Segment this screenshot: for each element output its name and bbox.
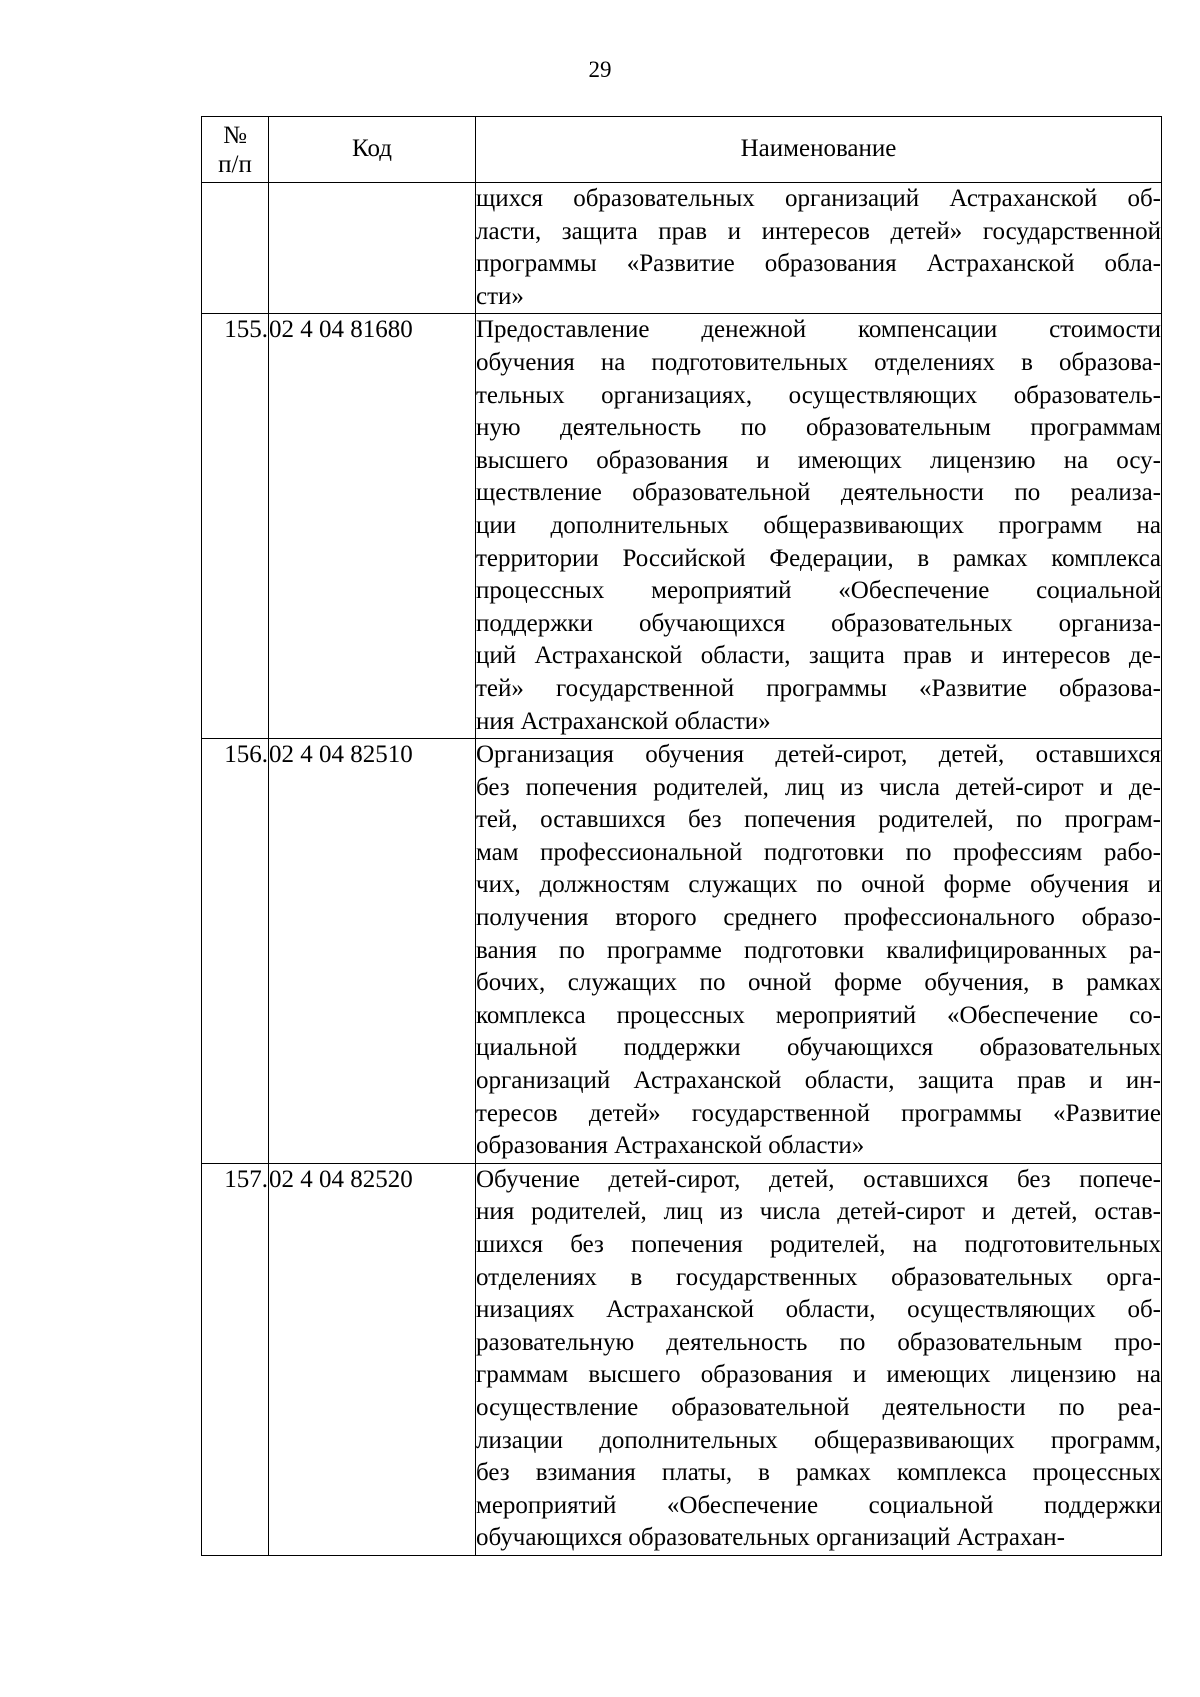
- header-number: [202, 117, 269, 183]
- name-line: бочих, служащих по очной форме обучения, в рамках: [476, 969, 1161, 997]
- name-line: чих, должностям служащих по очной форме обучения и: [476, 871, 1161, 899]
- name-line: Обучение детей-сирот, детей, оставшихся без попече-: [476, 1165, 1161, 1193]
- name-line: щихся образовательных организаций Астраханской об-: [476, 185, 1161, 212]
- code-table: [201, 116, 1162, 1556]
- name-line: обучения на подготовительных отделениях в образова-: [476, 348, 1161, 376]
- header-code: Код: [269, 117, 476, 183]
- header-name: Наименование: [476, 117, 1162, 183]
- name-line: разовательную деятельность по образовательным про-: [476, 1328, 1161, 1356]
- name-line: комплекса процессных мероприятий «Обеспечение со-: [476, 1001, 1161, 1029]
- row-code: 02 4 04 82510: [269, 739, 476, 1164]
- name-line: организаций Астраханской области, защита прав и ин-: [476, 1067, 1161, 1095]
- row-name: [476, 314, 1162, 739]
- table-body: [202, 183, 1162, 1556]
- name-line: ласти, защита прав и интересов детей» государственной: [476, 217, 1161, 245]
- name-line: тей, оставшихся без попечения родителей, по програм-: [476, 806, 1161, 834]
- name-line: шихся без попечения родителей, на подготовительных: [476, 1231, 1161, 1258]
- table-row: [202, 1163, 1162, 1555]
- row-number: 155.: [202, 314, 269, 739]
- name-line: получения второго среднего профессионального образо-: [476, 904, 1161, 932]
- row-number: 157.: [202, 1163, 269, 1555]
- name-line: циальной поддержки обучающихся образовательных: [476, 1034, 1161, 1062]
- name-line: процессных мероприятий «Обеспечение социальной: [476, 577, 1161, 605]
- name-line: мам профессиональной подготовки по профессиям рабо-: [476, 838, 1161, 866]
- row-code: [269, 183, 476, 314]
- name-line: без попечения родителей, лиц из числа детей-сирот и де-: [476, 773, 1161, 801]
- name-line: без взимания платы, в рамках комплекса процессных: [476, 1459, 1161, 1487]
- name-line: вания по программе подготовки квалифицированных ра-: [476, 936, 1161, 964]
- row-number: 156.: [202, 739, 269, 1164]
- name-line: тельных организациях, осуществляющих образователь-: [476, 381, 1161, 409]
- name-line: отделениях в государственных образовательных орга-: [476, 1263, 1161, 1291]
- row-name: [476, 183, 1162, 314]
- name-line: Организация обучения детей-сирот, детей, оставшихся: [476, 741, 1161, 769]
- name-line: лизации дополнительных общеразвивающих программ,: [476, 1426, 1161, 1454]
- name-line: ния родителей, лиц из числа детей-сирот и детей, остав-: [476, 1198, 1161, 1226]
- name-line: высшего образования и имеющих лицензию на осу-: [476, 446, 1161, 474]
- name-line: ную деятельность по образовательным программам: [476, 414, 1161, 442]
- name-line: ции дополнительных общеразвивающих программ на: [476, 511, 1161, 539]
- row-code: 02 4 04 82520: [269, 1163, 476, 1555]
- name-line: ния Астраханской области»: [476, 707, 771, 735]
- table-row: [202, 183, 1162, 314]
- name-line: программы «Развитие образования Астраханской обла-: [476, 250, 1161, 278]
- name-line: ций Астраханской области, защита прав и интересов де-: [476, 642, 1161, 670]
- name-line: территории Российской Федерации, в рамках комплекса: [476, 544, 1161, 572]
- header-number-symbol: №: [223, 121, 247, 149]
- name-line: сти»: [476, 282, 524, 310]
- name-line: поддержки обучающихся образовательных организа-: [476, 609, 1161, 637]
- name-line: осуществление образовательной деятельности по реа-: [476, 1393, 1161, 1421]
- row-number: [202, 183, 269, 314]
- table-row: [202, 314, 1162, 739]
- name-line: обучающихся образовательных организаций Астрахан-: [476, 1524, 1065, 1552]
- name-line: тей» государственной программы «Развитие образова-: [476, 674, 1161, 702]
- name-line: Предоставление денежной компенсации стоимости: [476, 316, 1161, 344]
- row-name: [476, 1163, 1162, 1555]
- name-line: мероприятий «Обеспечение социальной поддержки: [476, 1491, 1161, 1519]
- table-header-row: [202, 117, 1162, 183]
- page-number: 29: [588, 57, 612, 82]
- name-line: образования Астраханской области»: [476, 1132, 865, 1160]
- name-line: ществление образовательной деятельности по реализа-: [476, 479, 1161, 507]
- header-number-abbr: п/п: [218, 150, 252, 178]
- row-code: 02 4 04 81680: [269, 314, 476, 739]
- name-line: граммам высшего образования и имеющих лицензию на: [476, 1361, 1161, 1389]
- name-line: тересов детей» государственной программы «Развитие: [476, 1099, 1161, 1127]
- name-line: низациях Астраханской области, осуществляющих об-: [476, 1296, 1161, 1324]
- row-name: [476, 739, 1162, 1164]
- table-row: [202, 739, 1162, 1164]
